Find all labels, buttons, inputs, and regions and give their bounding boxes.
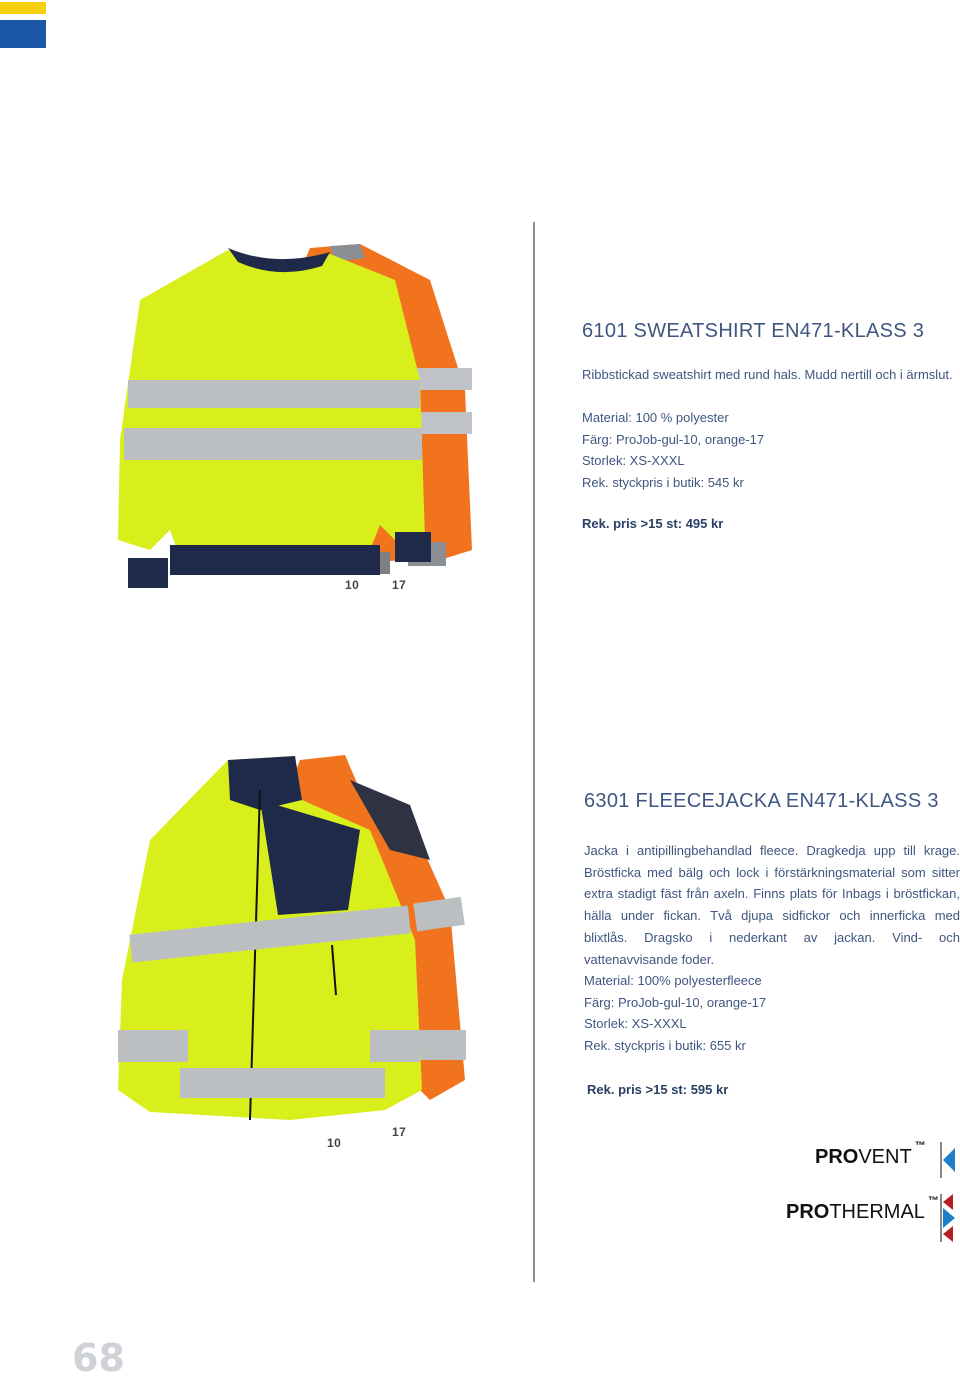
color-text: Färg: ProJob-gul-10, orange-17 <box>582 431 765 447</box>
brand-flag-yellow <box>0 2 46 14</box>
provent-bold: PRO <box>815 1146 859 1168</box>
color-code-yellow: 10 <box>345 578 360 592</box>
prothermal-logo-text <box>786 1195 939 1224</box>
color-code-orange: 17 <box>392 578 407 592</box>
provent-rest: VENT <box>858 1146 912 1168</box>
prothermal-bold: PRO <box>786 1201 830 1223</box>
material-text: Material: 100 % polyester <box>582 410 729 425</box>
provent-tm: ™ <box>914 1140 926 1152</box>
product-description-sweatshirt <box>582 364 953 386</box>
fleece-jacket-image <box>110 750 500 1130</box>
color-code-yellow: 10 <box>327 1136 342 1150</box>
prothermal-rest: THERMAL <box>829 1201 925 1223</box>
prothermal-tm: ™ <box>927 1195 939 1207</box>
description-text: Ribbstickad sweatshirt med rund hals. Mudd nertill och i ärmslut. <box>582 367 953 382</box>
brand-flag-blue <box>0 20 46 48</box>
product-specs-fleece <box>584 970 766 1057</box>
provent-logo-text <box>815 1140 926 1169</box>
bulk-price-fleece: Rek. pris >15 st: 595 kr <box>587 1082 729 1097</box>
size-text: Storlek: XS-XXXL <box>582 453 685 469</box>
store-price-text: Rek. styckpris i butik: 545 kr <box>582 475 744 491</box>
store-price-text: Rek. styckpris i butik: 655 kr <box>584 1038 746 1054</box>
material-text: Material: 100% polyesterfleece <box>584 973 762 988</box>
page-number: 68 <box>72 1336 125 1380</box>
sweatshirt-image <box>110 240 490 600</box>
product-specs-sweatshirt <box>582 407 764 494</box>
product-description-fleece: Jacka i antipillingbehandlad fleece. Dragkedja upp till krage. Bröstficka med bälg och lock i förstärkningsmaterial som sitter extra stadigt fäst från axeln. Finns plats för Inbags i bröstfickan, hälla under fickan. Två djupa sidfickor och innerficka med blixtlås. Dragsko i nederkant av jackan. Vind- och vattenavvisande foder. <box>584 843 960 967</box>
product-title-sweatshirt: 6101 SWEATSHIRT EN471-KLASS 3 <box>582 320 925 342</box>
color-text: Färg: ProJob-gul-10, orange-17 <box>584 994 767 1010</box>
color-code-orange: 17 <box>392 1125 407 1139</box>
size-text: Storlek: XS-XXXL <box>584 1016 687 1032</box>
column-divider <box>533 222 535 1282</box>
prothermal-icon <box>934 1192 958 1244</box>
bulk-price-sweatshirt: Rek. pris >15 st: 495 kr <box>582 516 724 531</box>
product-title-fleece: 6301 FLEECEJACKA EN471-KLASS 3 <box>584 790 939 812</box>
provent-icon <box>934 1140 958 1180</box>
